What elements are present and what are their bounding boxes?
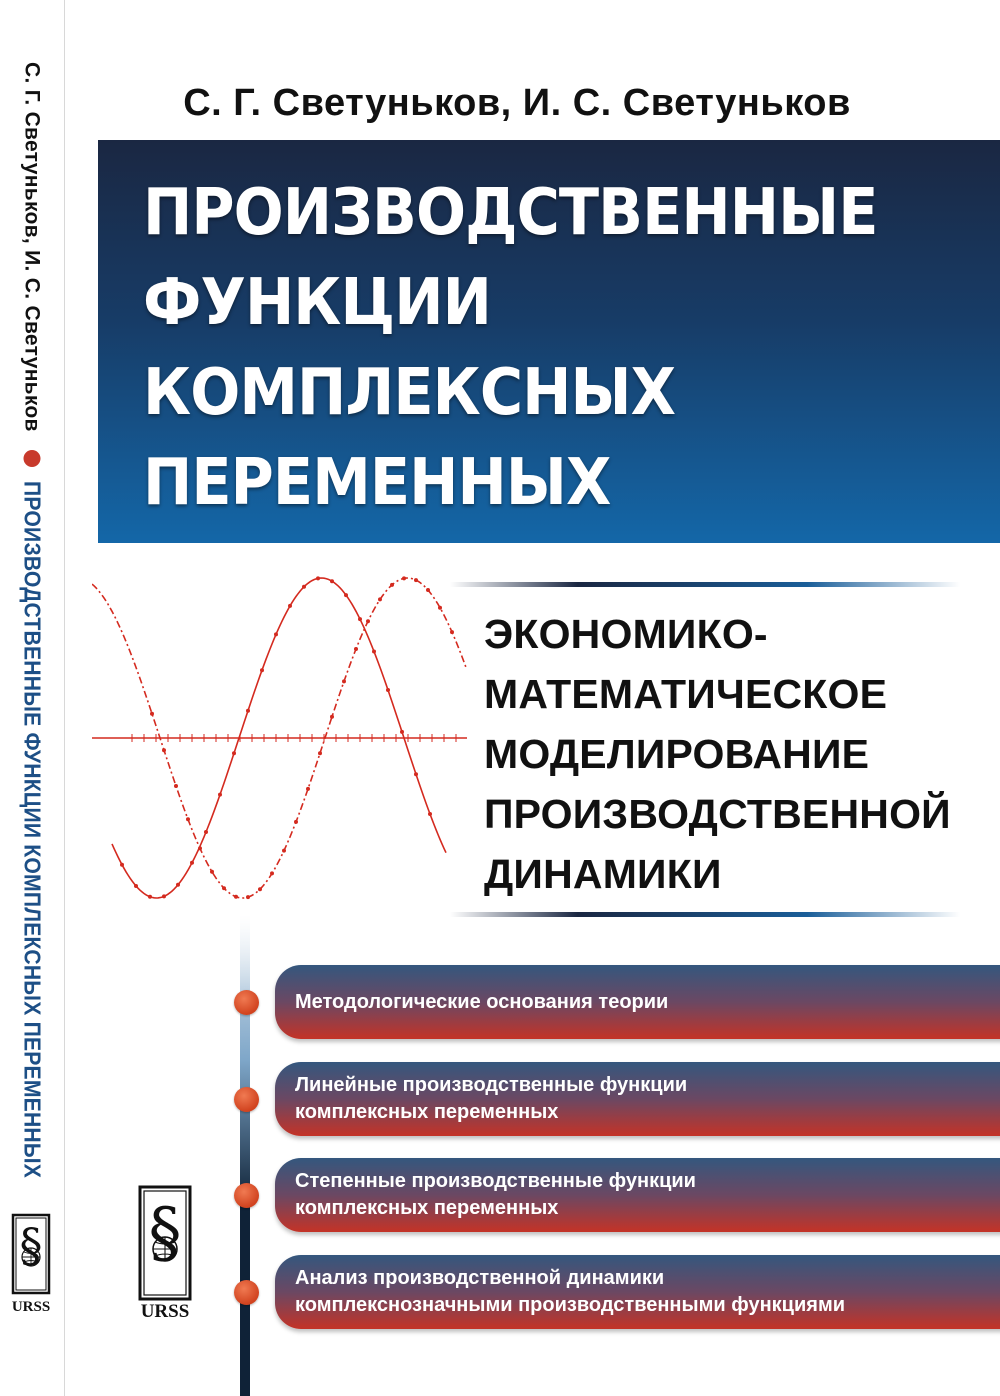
wave-point bbox=[274, 632, 278, 636]
wave-point bbox=[288, 604, 292, 608]
topic-text bbox=[295, 1158, 995, 1232]
wave-point bbox=[234, 895, 238, 899]
wave-point bbox=[270, 871, 274, 875]
topic-line: комплексных переменных bbox=[295, 1197, 559, 1219]
wave-point bbox=[372, 650, 376, 654]
wave-point bbox=[426, 588, 430, 592]
wave-point bbox=[120, 863, 124, 867]
spine-authors: С. Г. Светуньков, И. С. Светуньков bbox=[21, 62, 44, 432]
wave-point bbox=[400, 730, 404, 734]
wave-point bbox=[316, 576, 320, 580]
spine-text bbox=[19, 62, 46, 1182]
subtitle-line: МАТЕМАТИЧЕСКОЕ bbox=[484, 671, 888, 717]
wave-point bbox=[330, 579, 334, 583]
wave-point bbox=[246, 895, 250, 899]
timeline-fade bbox=[240, 915, 250, 1396]
topic-line: комплекснозначными производственными функциями bbox=[295, 1294, 846, 1316]
topic-bullet-icon bbox=[234, 1183, 259, 1208]
subtitle-line: МОДЕЛИРОВАНИЕ bbox=[484, 731, 870, 777]
spine-title: ПРОИЗВОДСТВЕННЫЕ ФУНКЦИИ КОМПЛЕКСНЫХ ПЕРЕМЕННЫХ bbox=[19, 480, 46, 1178]
wave-point bbox=[428, 812, 432, 816]
subtitle-line: ПРОИЗВОДСТВЕННОЙ bbox=[484, 791, 951, 837]
title-line: ПЕРЕМЕННЫХ bbox=[143, 446, 611, 520]
wave-point bbox=[450, 630, 454, 634]
title-line: ФУНКЦИИ bbox=[143, 266, 491, 340]
wave-point bbox=[162, 748, 166, 752]
wave-point bbox=[402, 576, 406, 580]
wave-point bbox=[174, 784, 178, 788]
topic-item bbox=[275, 965, 1000, 1039]
wave-point bbox=[318, 751, 322, 755]
publisher-name: URSS bbox=[140, 1301, 190, 1322]
topic-text bbox=[295, 965, 995, 1039]
sine-waves-illustration bbox=[92, 568, 467, 908]
wave-point bbox=[258, 887, 262, 891]
wave-point bbox=[366, 619, 370, 623]
subtitle-bottom-rule bbox=[450, 912, 960, 917]
subtitle-line: ЭКОНОМИКО- bbox=[484, 611, 768, 657]
topic-line: Анализ производственной динамики bbox=[295, 1267, 665, 1289]
wave-point bbox=[414, 578, 418, 582]
wave-point bbox=[204, 830, 208, 834]
wave-point bbox=[260, 668, 264, 672]
wave-point bbox=[186, 817, 190, 821]
spine-publisher-name: URSS bbox=[11, 1299, 51, 1315]
wave-point bbox=[162, 894, 166, 898]
wave-point bbox=[210, 870, 214, 874]
wave-point bbox=[302, 585, 306, 589]
wave-point bbox=[246, 709, 250, 713]
wave-point bbox=[378, 597, 382, 601]
wave-point bbox=[358, 617, 362, 621]
topic-item bbox=[275, 1062, 1000, 1136]
topic-line: Степенные производственные функции bbox=[295, 1170, 696, 1192]
wave-point bbox=[222, 886, 226, 890]
spine-bullet-icon bbox=[24, 450, 41, 467]
topic-line: комплексных переменных bbox=[295, 1101, 559, 1123]
cover-subtitle bbox=[484, 604, 984, 904]
topic-bullet-icon bbox=[234, 990, 259, 1015]
cover-authors: С. Г. Светуньков, И. С. Светуньков bbox=[183, 82, 851, 124]
topic-item bbox=[275, 1255, 1000, 1329]
svg-text:§: § bbox=[148, 1194, 182, 1271]
wave-point bbox=[294, 820, 298, 824]
topic-line: Методологические основания теории bbox=[295, 990, 669, 1013]
wave-point bbox=[330, 715, 334, 719]
subtitle-line: ДИНАМИКИ bbox=[484, 851, 722, 897]
wave-point bbox=[438, 606, 442, 610]
wave-point bbox=[134, 884, 138, 888]
wave-point bbox=[148, 895, 152, 899]
wave-point bbox=[198, 846, 202, 850]
wave-point bbox=[176, 883, 180, 887]
wave-point bbox=[306, 787, 310, 791]
publisher-logo bbox=[136, 1185, 194, 1330]
cover-title bbox=[143, 168, 916, 528]
wave-point bbox=[342, 679, 346, 683]
wave-point bbox=[386, 688, 390, 692]
book-spine bbox=[0, 0, 65, 1396]
wave-point bbox=[390, 583, 394, 587]
title-line: КОМПЛЕКСНЫХ bbox=[143, 356, 676, 430]
topic-line: Линейные производственные функции bbox=[295, 1074, 688, 1096]
wave-point bbox=[354, 647, 358, 651]
topic-text bbox=[295, 1062, 995, 1136]
wave-point bbox=[414, 772, 418, 776]
svg-text:§: § bbox=[19, 1218, 43, 1272]
wave-point bbox=[344, 593, 348, 597]
wave-point bbox=[218, 793, 222, 797]
wave-point bbox=[282, 849, 286, 853]
topic-bullet-icon bbox=[234, 1280, 259, 1305]
title-line: ПРОИЗВОДСТВЕННЫЕ bbox=[143, 176, 878, 250]
spine-publisher-logo bbox=[9, 1213, 53, 1326]
topic-bullet-icon bbox=[234, 1087, 259, 1112]
topic-text bbox=[295, 1255, 995, 1329]
topic-item bbox=[275, 1158, 1000, 1232]
wave-point bbox=[150, 712, 154, 716]
wave-point bbox=[232, 751, 236, 755]
subtitle-top-rule bbox=[450, 582, 960, 587]
wave-point bbox=[190, 861, 194, 865]
